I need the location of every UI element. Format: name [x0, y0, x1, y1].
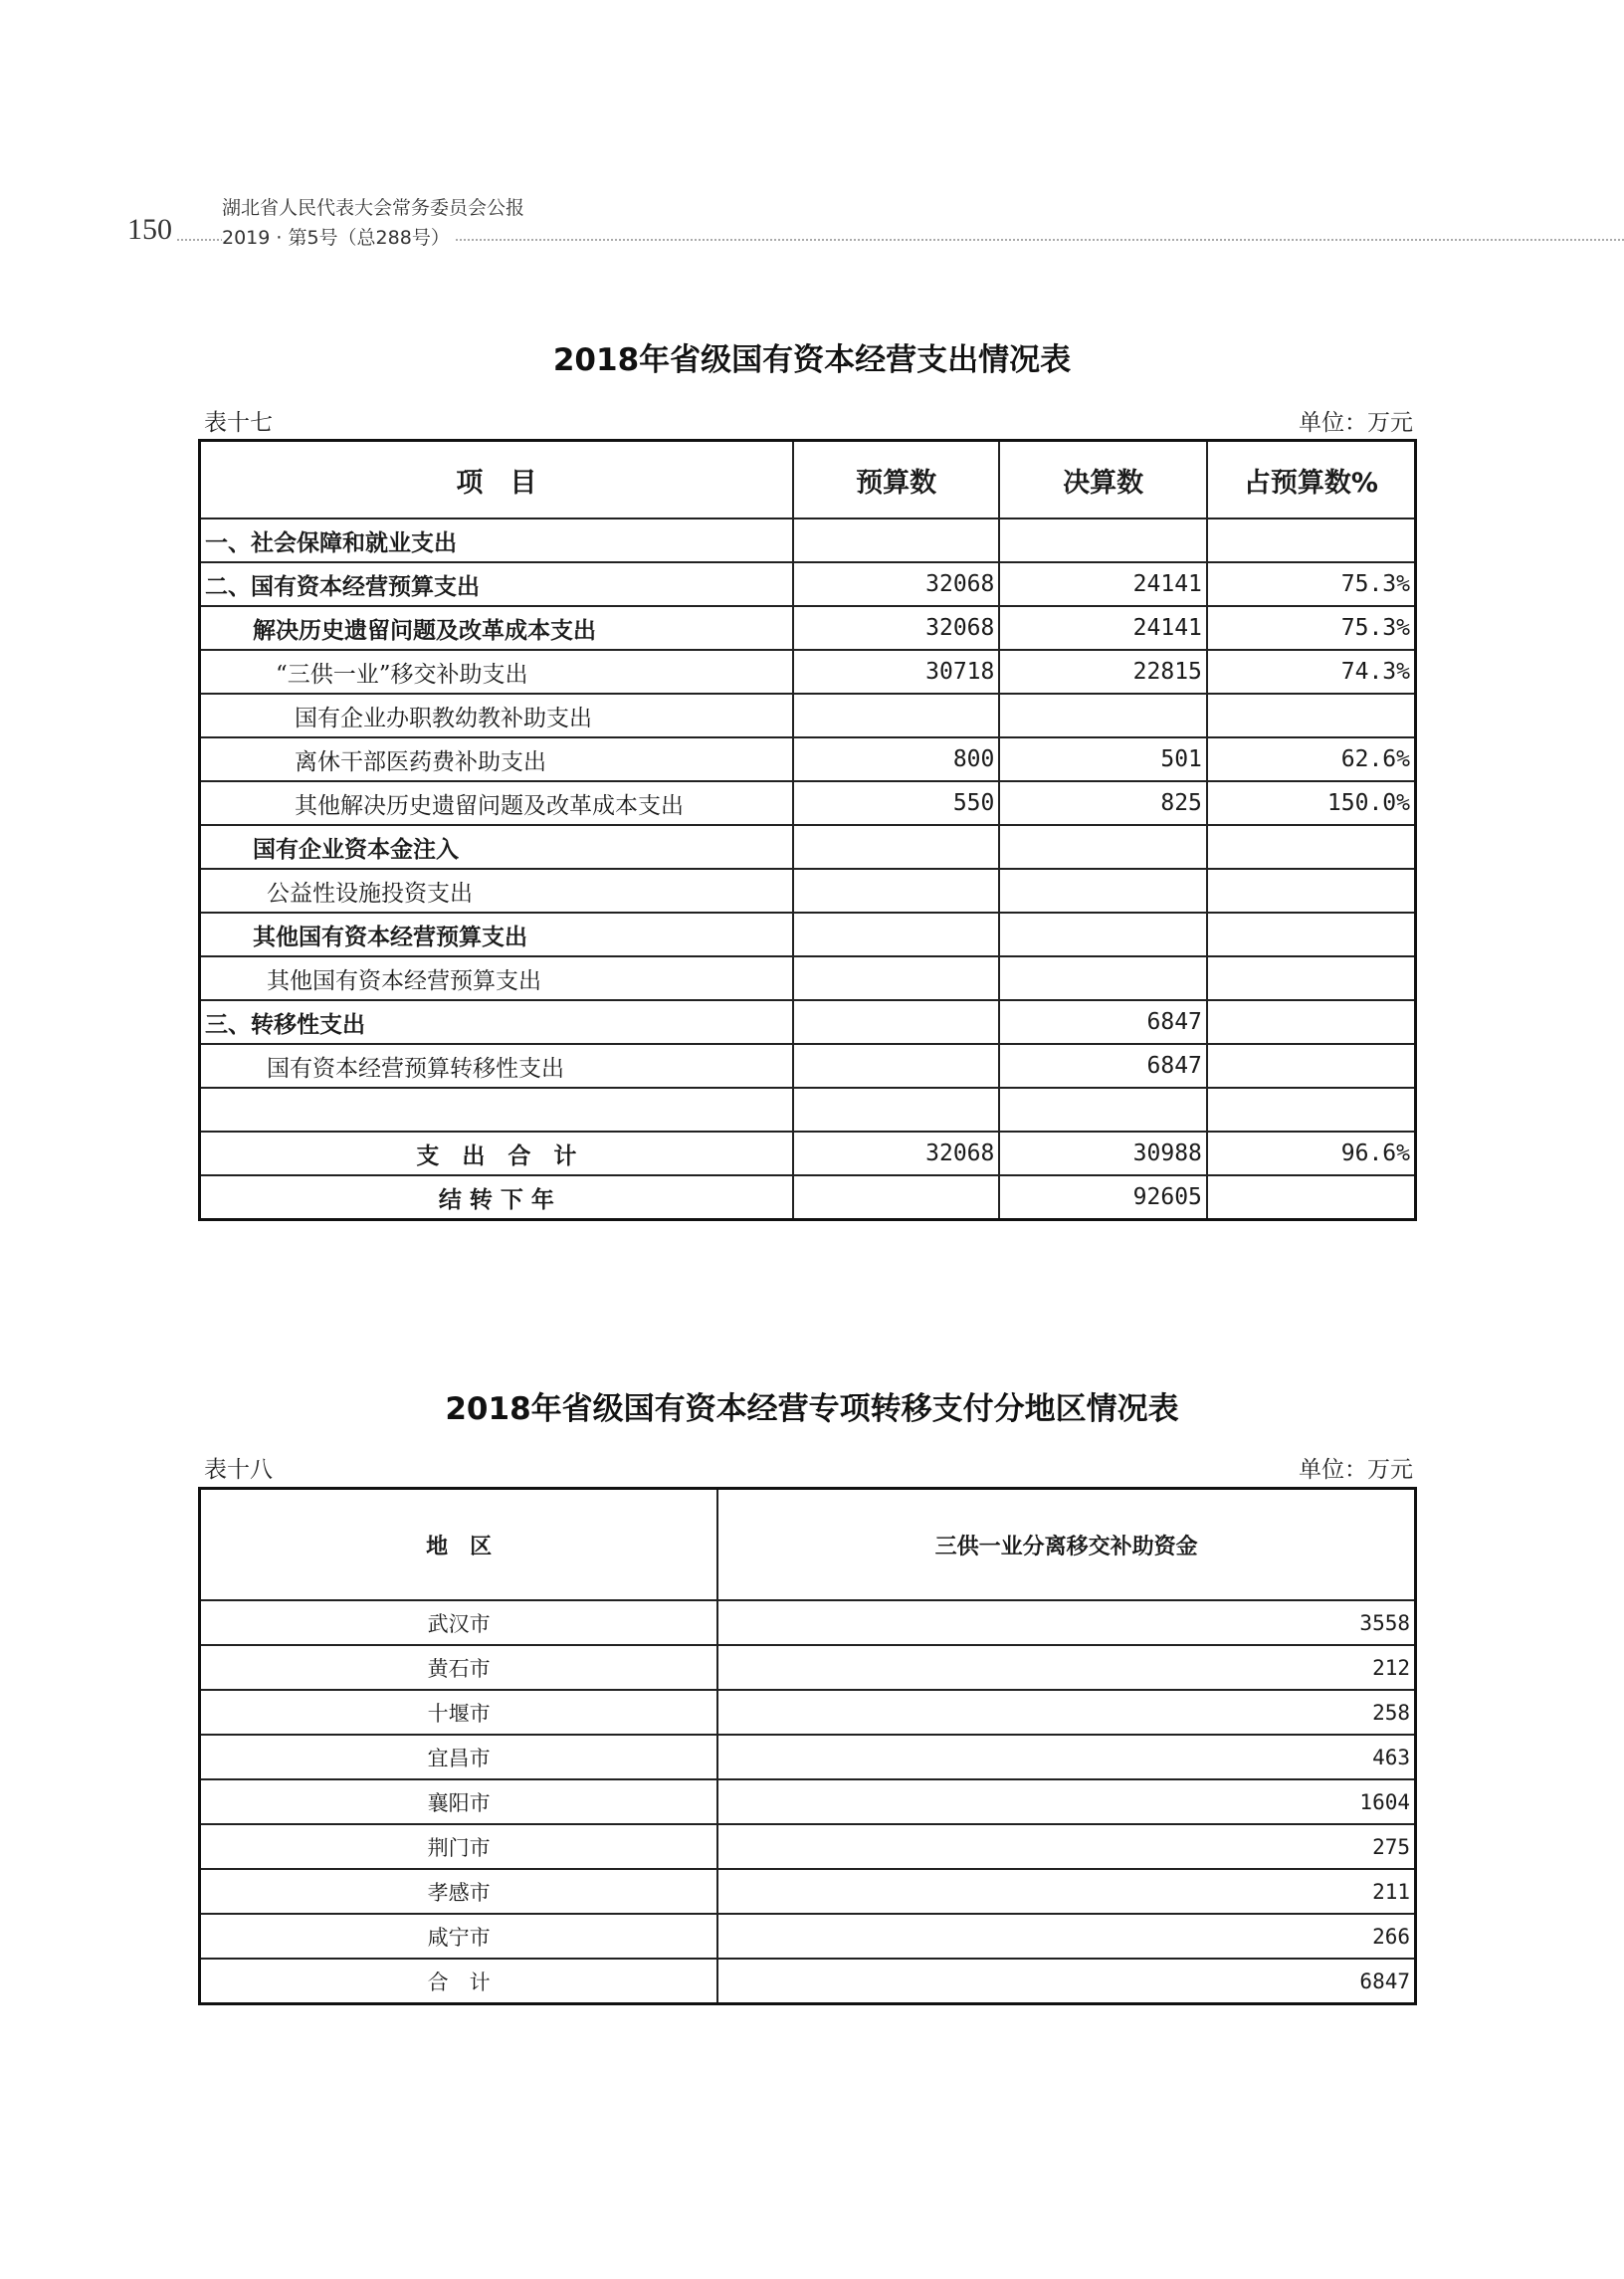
table-row: [200, 956, 1416, 1000]
region-name: 孝感市: [200, 1869, 718, 1914]
table-row: [200, 1000, 1416, 1044]
table-row: [200, 1779, 1416, 1824]
region-amount: 275: [717, 1824, 1415, 1869]
region-name: 宜昌市: [200, 1735, 718, 1779]
row-budget: [793, 694, 1000, 737]
region-transfer-table: [198, 1487, 1417, 2005]
row-budget: [793, 518, 1000, 562]
row-item: 一、社会保障和就业支出: [200, 518, 793, 562]
row-final: 6847: [999, 1044, 1207, 1088]
row-pct: [1207, 825, 1416, 869]
region-name: 咸宁市: [200, 1914, 718, 1959]
row-pct: 75.3%: [1207, 606, 1416, 650]
table-row: [200, 518, 1416, 562]
table17-title: 2018年省级国有资本经营支出情况表: [552, 342, 1072, 378]
region-amount: 211: [717, 1869, 1415, 1914]
column-header: 项 目: [200, 441, 793, 519]
row-budget: [793, 956, 1000, 1000]
row-budget: [793, 1088, 1000, 1132]
region-amount: 1604: [717, 1779, 1415, 1824]
row-budget: 32068: [793, 562, 1000, 606]
row-final: [999, 956, 1207, 1000]
row-final: [999, 913, 1207, 956]
row-budget: 30718: [793, 650, 1000, 694]
row-item: 国有企业资本金注入: [200, 825, 793, 869]
row-final: [999, 518, 1207, 562]
table-row: [200, 1088, 1416, 1132]
row-item: 公益性设施投资支出: [200, 869, 793, 913]
region-name: 武汉市: [200, 1600, 718, 1645]
row-pct: 75.3%: [1207, 562, 1416, 606]
row-item: 二、国有资本经营预算支出: [200, 562, 793, 606]
table-row: [200, 1044, 1416, 1088]
row-item: 结 转 下 年: [200, 1175, 793, 1220]
row-pct: 62.6%: [1207, 737, 1416, 781]
row-budget: [793, 1000, 1000, 1044]
table-row: [200, 1645, 1416, 1690]
table-row: [200, 562, 1416, 606]
row-item: [200, 1088, 793, 1132]
table17-unit: 单位：万元: [1299, 410, 1413, 436]
region-name: 襄阳市: [200, 1779, 718, 1824]
row-final: [999, 825, 1207, 869]
table-row: [200, 781, 1416, 825]
expenditure-table: [198, 439, 1417, 1221]
row-item: 解决历史遗留问题及改革成本支出: [200, 606, 793, 650]
table-row: [200, 1824, 1416, 1869]
table18-title: 2018年省级国有资本经营专项转移支付分地区情况表: [445, 1391, 1179, 1427]
table-header-row: [200, 1489, 1416, 1601]
row-budget: [793, 869, 1000, 913]
row-pct: 150.0%: [1207, 781, 1416, 825]
row-pct: [1207, 1044, 1416, 1088]
row-pct: [1207, 1000, 1416, 1044]
table-row: [200, 694, 1416, 737]
row-final: 24141: [999, 562, 1207, 606]
row-final: [999, 1088, 1207, 1132]
row-final: 24141: [999, 606, 1207, 650]
row-budget: [793, 1044, 1000, 1088]
row-item: 离休干部医药费补助支出: [200, 737, 793, 781]
row-budget: 800: [793, 737, 1000, 781]
table-row: [200, 1869, 1416, 1914]
table18-label: 表十八: [204, 1457, 273, 1483]
journal-name: 湖北省人民代表大会常务委员会公报: [222, 197, 525, 219]
column-header: 决算数: [999, 441, 1207, 519]
row-pct: 96.6%: [1207, 1132, 1416, 1175]
row-final: 22815: [999, 650, 1207, 694]
region-name: 荆门市: [200, 1824, 718, 1869]
carryover-row: [200, 1175, 1416, 1220]
region-name: 黄石市: [200, 1645, 718, 1690]
table-row: [200, 606, 1416, 650]
table-row: [200, 1600, 1416, 1645]
table-row: [200, 1914, 1416, 1959]
region-amount: 6847: [717, 1959, 1415, 2004]
row-pct: [1207, 956, 1416, 1000]
row-final: 501: [999, 737, 1207, 781]
row-pct: 74.3%: [1207, 650, 1416, 694]
table-row: [200, 1690, 1416, 1735]
table-header-row: [200, 441, 1416, 519]
column-header: 预算数: [793, 441, 1000, 519]
row-final: 6847: [999, 1000, 1207, 1044]
row-pct: [1207, 1175, 1416, 1220]
row-item: 三、转移性支出: [200, 1000, 793, 1044]
table-row: [200, 825, 1416, 869]
row-budget: [793, 825, 1000, 869]
region-amount: 463: [717, 1735, 1415, 1779]
region-amount: 3558: [717, 1600, 1415, 1645]
total-row: [200, 1132, 1416, 1175]
row-item: 国有资本经营预算转移性支出: [200, 1044, 793, 1088]
issue-label: 2019 · 第5号（总288号）: [222, 223, 454, 250]
region-amount: 266: [717, 1914, 1415, 1959]
total-row: [200, 1959, 1416, 2004]
row-pct: [1207, 518, 1416, 562]
table18-unit: 单位：万元: [1299, 1457, 1413, 1483]
page-number: 150: [127, 213, 172, 246]
region-name: 合 计: [200, 1959, 718, 2004]
region-name: 十堰市: [200, 1690, 718, 1735]
row-budget: 550: [793, 781, 1000, 825]
column-header: 占预算数%: [1207, 441, 1416, 519]
row-budget: [793, 1175, 1000, 1220]
row-item: 支 出 合 计: [200, 1132, 793, 1175]
row-final: 92605: [999, 1175, 1207, 1220]
row-pct: [1207, 1088, 1416, 1132]
table-row: [200, 737, 1416, 781]
row-final: 825: [999, 781, 1207, 825]
region-amount: 258: [717, 1690, 1415, 1735]
row-item: 其他国有资本经营预算支出: [200, 913, 793, 956]
column-header: 地 区: [200, 1489, 718, 1601]
table-row: [200, 913, 1416, 956]
table-row: [200, 1735, 1416, 1779]
row-pct: [1207, 913, 1416, 956]
row-final: 30988: [999, 1132, 1207, 1175]
row-item: “三供一业”移交补助支出: [200, 650, 793, 694]
row-final: [999, 869, 1207, 913]
row-pct: [1207, 869, 1416, 913]
page-header: [127, 187, 1624, 247]
column-header: 三供一业分离移交补助资金: [717, 1489, 1415, 1601]
row-pct: [1207, 694, 1416, 737]
table-row: [200, 869, 1416, 913]
row-item: 其他解决历史遗留问题及改革成本支出: [200, 781, 793, 825]
row-budget: 32068: [793, 1132, 1000, 1175]
table-row: [200, 650, 1416, 694]
row-item: 国有企业办职教幼教补助支出: [200, 694, 793, 737]
row-final: [999, 694, 1207, 737]
row-budget: 32068: [793, 606, 1000, 650]
region-amount: 212: [717, 1645, 1415, 1690]
table17-label: 表十七: [204, 410, 273, 436]
row-budget: [793, 913, 1000, 956]
row-item: 其他国有资本经营预算支出: [200, 956, 793, 1000]
